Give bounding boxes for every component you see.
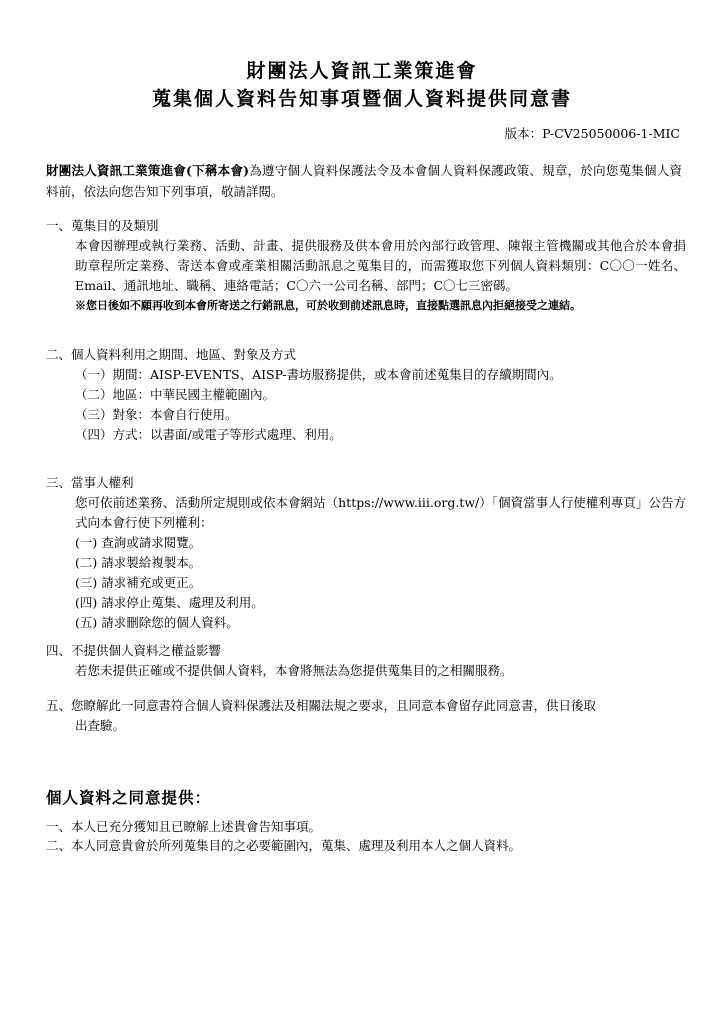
section-text: 您可依前述業務、活動所定規則或依本會網站（https://www.iii.org.tw/）「個資當事人行使權利專頁」公告方式向本會行使下列權利： — [75, 495, 686, 530]
section-title: 四、不提供個人資料之權益影響 — [46, 643, 222, 658]
list-item: (二) 請求製給複製本。 — [75, 555, 202, 570]
consent-item: 一、本人已充分獲知且已瞭解上述貴會告知事項。 — [46, 819, 322, 834]
section-rights — [46, 473, 686, 633]
intro-text: 為遵守個人資料保護法令及本會個人資料保護政策、規章，於向您蒐集個人資料前，依法向您告知下列事項，敬請詳閱。 — [46, 163, 682, 199]
list-item: (三) 請求補充或更正。 — [75, 575, 202, 590]
org-title: 財團法人資訊工業策進會 — [246, 60, 478, 82]
document-title: 蒐集個人資料告知事項暨個人資料提供同意書 — [151, 88, 572, 110]
section-body — [46, 661, 686, 681]
marketing-note: ※您日後如不願再收到本會所寄送之行銷訊息，可於收到前述訊息時，直接點選訊息內拒絕接受之連結。 — [75, 299, 581, 312]
list-item: (一) 查詢或請求閱覽。 — [75, 535, 202, 550]
section-usage — [46, 345, 686, 445]
list-item: (四) 請求停止蒐集、處理及利用。 — [75, 595, 264, 610]
consent-item: 二、本人同意貴會於所列蒐集目的之必要範圍內，蒐集、處理及利用本人之個人資料。 — [46, 838, 522, 853]
version-label: 版本：P-CV25050006-1-MIC — [504, 126, 680, 141]
section-text: 本會因辦理或執行業務、活動、計畫、提供服務及供本會用於內部行政管理、陳報主管機關或其他合於本會捐助章程所定業務、寄送本會或產業相關活動訊息之蒐集目的，而需獲取您下列個人資料類別：C〇〇一姓名、Email、通訊地址、職稱、連絡電話；C〇六一公司名稱、部門；C〇七三密碼。 — [75, 238, 686, 293]
list-item: (五) 請求刪除您的個人資料。 — [75, 615, 239, 630]
section-title: 二、個人資料利用之期間、地區、對象及方式 — [46, 347, 297, 362]
section-body — [46, 236, 686, 316]
section-continuation: 出查驗。 — [75, 718, 126, 733]
section-title: 一、蒐集目的及類別 — [46, 218, 159, 233]
section-body — [46, 365, 686, 445]
section-body — [46, 716, 686, 736]
intro-org-name: 財團法人資訊工業策進會(下稱本會) — [46, 163, 250, 178]
section-text: 若您未提供正確或不提供個人資料，本會將無法為您提供蒐集目的之相關服務。 — [75, 663, 513, 678]
section-collection-purpose — [46, 216, 686, 316]
list-item: （一）期間：AISP-EVENTS、AISP-書坊服務提供，或本會前述蒐集目的存續期間內。 — [75, 367, 562, 382]
section-title: 三、當事人權利 — [46, 475, 134, 490]
list-item: （四）方式：以書面/或電子等形式處理、利用。 — [75, 427, 342, 442]
section-impact — [46, 641, 686, 681]
list-item: （二）地區：中華民國主權範圍內。 — [75, 387, 276, 402]
consent-heading: 個人資料之同意提供： — [46, 788, 212, 807]
section-acknowledgement — [46, 696, 686, 736]
intro-paragraph — [46, 160, 682, 202]
list-item: （三）對象：本會自行使用。 — [75, 407, 238, 422]
section-title: 五、您瞭解此一同意書符合個人資料保護法及相關法規之要求，且同意本會留存此同意書，供日後取 — [46, 698, 597, 713]
section-body — [46, 493, 686, 633]
